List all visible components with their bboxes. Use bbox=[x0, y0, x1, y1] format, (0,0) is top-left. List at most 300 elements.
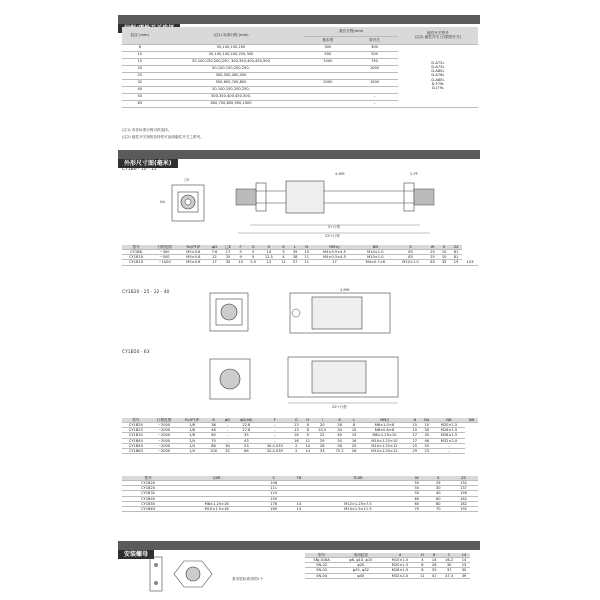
table-cell: 1/4 bbox=[178, 443, 206, 448]
table-cell: φ6, φ10, φ15 bbox=[338, 558, 383, 563]
nut-table bbox=[305, 553, 470, 579]
section-header-stroke bbox=[118, 15, 480, 24]
dims-table-small bbox=[122, 245, 478, 266]
cell-std-stroke: 300,350,400,450,500, bbox=[158, 93, 305, 100]
column-header: 型号 bbox=[122, 245, 150, 250]
table-cell: 50 bbox=[406, 486, 427, 491]
drawing-cy1b50 bbox=[200, 345, 420, 410]
cell-basic bbox=[304, 100, 351, 107]
column-header: 行程范围 bbox=[150, 418, 179, 423]
column-header: φD bbox=[208, 245, 222, 250]
table-cell: 16 bbox=[291, 438, 302, 443]
table-cell: ~2000 bbox=[150, 438, 179, 443]
cell-basic bbox=[304, 86, 351, 93]
table-cell: 182 bbox=[449, 496, 478, 501]
column-header: φD(h8) bbox=[234, 418, 259, 423]
right-end-cap bbox=[404, 183, 414, 211]
cell-basic bbox=[304, 93, 351, 100]
table-cell: ~2000 bbox=[150, 443, 179, 448]
table-cell: 63 bbox=[394, 255, 427, 260]
table-cell: 80 bbox=[428, 501, 449, 506]
cell-std-stroke: 600,700,800,900,1000 bbox=[158, 100, 305, 107]
table-cell: 13 bbox=[260, 260, 278, 265]
table-cell: 10 bbox=[438, 250, 450, 255]
stroke-table bbox=[122, 27, 478, 108]
table-cell: φ20 bbox=[338, 563, 383, 568]
table-cell: 11 bbox=[278, 260, 290, 265]
nut-side-hole-2 bbox=[154, 581, 158, 585]
cell-with-switch: 750 bbox=[351, 58, 398, 65]
slide-table-b bbox=[312, 297, 362, 329]
table-cell: 11 bbox=[301, 255, 313, 260]
table-cell: ~300 bbox=[150, 250, 179, 255]
cell-bore: 50 bbox=[122, 93, 158, 100]
table-cell: M20×1.5 bbox=[383, 563, 416, 568]
table-cell: 32 bbox=[221, 448, 233, 453]
table-cell: – bbox=[433, 443, 465, 448]
table-cell: – bbox=[433, 448, 465, 453]
table-cell: 25 bbox=[348, 443, 359, 448]
cell-std-stroke: 500,600,700,800 bbox=[158, 79, 305, 86]
column-header: d bbox=[383, 553, 416, 558]
column-header: NB bbox=[433, 418, 465, 423]
drawing-nut bbox=[140, 553, 220, 595]
column-header: G bbox=[291, 418, 302, 423]
table-cell: M32×2.0 bbox=[433, 438, 465, 443]
switch-model: D-A72L bbox=[431, 61, 445, 66]
table-cell: 100 bbox=[206, 448, 221, 453]
column-header: NN bbox=[465, 418, 478, 423]
table-cell: M26×1.5 bbox=[433, 428, 465, 433]
left-fitting bbox=[236, 189, 256, 205]
note-1: (注1) 有非标准行程可供选择。 bbox=[122, 128, 172, 132]
column-header: W bbox=[406, 476, 427, 481]
table-cell: 29 bbox=[314, 438, 331, 443]
cell-bore: 40 bbox=[122, 86, 158, 93]
header-switch-sub: (注2) 磁性开关 (只限带开关) bbox=[414, 35, 461, 40]
table-cell: 1/8 bbox=[178, 428, 206, 433]
table-cell: M12×1.25×12 bbox=[360, 448, 409, 453]
column-header: TB bbox=[288, 476, 310, 481]
column-header: 型号 bbox=[122, 476, 174, 481]
table-cell: – bbox=[259, 433, 291, 438]
end-view-bore-c bbox=[220, 369, 240, 389]
table-cell: 10 bbox=[235, 260, 247, 265]
table-cell: 22 bbox=[314, 433, 331, 438]
port-b bbox=[292, 309, 300, 317]
table-cell: 25 bbox=[428, 481, 449, 486]
switch-model: D-A80L bbox=[431, 69, 445, 74]
cell-with-switch: 1500 bbox=[351, 79, 398, 86]
table-cell: 10 bbox=[421, 423, 433, 428]
table-cell: 10 bbox=[301, 250, 313, 255]
switch-model: D-A73L bbox=[431, 65, 445, 70]
cell-bore: 10 bbox=[122, 51, 158, 58]
table-cell: 17 bbox=[409, 433, 420, 438]
table-cell: 14 bbox=[428, 558, 440, 563]
cell-with-switch: 300 bbox=[351, 44, 398, 51]
table-cell: 32-0.039 bbox=[259, 448, 291, 453]
cell-std-stroke: 50,100,150,200,250, bbox=[158, 86, 305, 93]
table-cell: 60 bbox=[406, 501, 427, 506]
table-cell: 156 bbox=[449, 491, 478, 496]
table-cell: 50 bbox=[331, 438, 348, 443]
column-header: H bbox=[302, 418, 313, 423]
table-cell: 16 bbox=[348, 438, 359, 443]
table-cell: 25 bbox=[427, 255, 439, 260]
table-cell: 10 bbox=[348, 428, 359, 433]
dims-table-extra bbox=[122, 476, 478, 512]
table-cell: ~500 bbox=[150, 255, 179, 260]
cell-switch-models bbox=[398, 44, 478, 107]
table-cell: M10×1.0 bbox=[383, 558, 416, 563]
table-cell: M4×0.5×4.5 bbox=[313, 255, 357, 260]
column-header: H bbox=[260, 245, 278, 250]
table-cell: 103 bbox=[462, 260, 478, 265]
table-cell: 14 bbox=[302, 443, 313, 448]
table-cell: 86 bbox=[206, 443, 221, 448]
table-cell: 30 bbox=[221, 443, 233, 448]
table-cell: 50 bbox=[406, 491, 427, 496]
cell-bore: 15 bbox=[122, 58, 158, 65]
table-cell: M32×2.0 bbox=[383, 573, 416, 578]
table-cell: 35 bbox=[438, 260, 450, 265]
table-cell: 16 bbox=[291, 433, 302, 438]
table-cell: 70 bbox=[206, 438, 221, 443]
column-header: S bbox=[394, 245, 427, 250]
table-cell: 132 bbox=[449, 481, 478, 486]
table-cell: ~2000 bbox=[150, 428, 179, 433]
table-cell: 81 bbox=[450, 255, 462, 260]
table-cell: 58 bbox=[331, 443, 348, 448]
column-header: MM×J bbox=[313, 245, 357, 250]
table-cell: 35 bbox=[421, 433, 433, 438]
cell-bore: 6 bbox=[122, 44, 158, 51]
column-header: B bbox=[428, 553, 440, 558]
column-header: ZZ bbox=[450, 245, 462, 250]
table-cell: M26×1.5 bbox=[433, 433, 465, 438]
column-header: L bbox=[348, 418, 359, 423]
cell-with-switch bbox=[351, 72, 398, 79]
table-cell: – bbox=[259, 428, 291, 433]
column-header: L bbox=[289, 245, 301, 250]
table-cell: 81 bbox=[450, 250, 462, 255]
table-cell: 38 bbox=[289, 255, 301, 260]
section-header-dimensions bbox=[118, 150, 480, 167]
cell-basic: 500 bbox=[304, 51, 351, 58]
table-cell: 1/8 bbox=[178, 423, 206, 428]
table-cell: 1/4 bbox=[178, 448, 206, 453]
table-cell: 20 bbox=[314, 423, 331, 428]
table-cell: CY1B32 bbox=[122, 491, 174, 496]
switch-model: D-F79L bbox=[431, 81, 445, 86]
table-cell: φ25, φ32 bbox=[338, 568, 383, 573]
table-cell: 30 bbox=[458, 568, 470, 573]
table-cell: 26 bbox=[348, 448, 359, 453]
table-cell: CY1B32 bbox=[122, 433, 150, 438]
table-row bbox=[122, 448, 478, 453]
column-header: □E bbox=[221, 245, 235, 250]
table-cell: 30 bbox=[428, 486, 449, 491]
table-cell: CY1B50 bbox=[122, 443, 150, 448]
table-cell: 60 bbox=[428, 496, 449, 501]
dim-zz-stroke: ZZ+行程 bbox=[325, 234, 340, 238]
table-cell: 1/4 bbox=[178, 438, 206, 443]
column-header: H bbox=[417, 553, 429, 558]
table-cell: CY1B63 bbox=[122, 448, 150, 453]
dim-zz-stroke-c: ZZ+行程 bbox=[332, 405, 347, 409]
cell-std-stroke: 50,100,150,200,250,300 bbox=[158, 51, 305, 58]
header-basic: 基本型 bbox=[304, 36, 351, 44]
column-header: 行程范围 bbox=[150, 245, 179, 250]
cell-basic: 300 bbox=[304, 44, 351, 51]
table-cell: CY1B50 bbox=[122, 501, 174, 506]
table-cell: 8 bbox=[417, 563, 429, 568]
nut-side bbox=[150, 557, 162, 591]
table-cell: 40 bbox=[428, 491, 449, 496]
table-cell: ~2000 bbox=[150, 423, 179, 428]
table-cell: M20×1.5 bbox=[433, 423, 465, 428]
table-cell: 1/8 bbox=[178, 433, 206, 438]
column-header: TCXR bbox=[310, 476, 406, 481]
table-cell: 8 bbox=[302, 423, 313, 428]
table-cell: 2 bbox=[291, 448, 302, 453]
table-cell: 9 bbox=[235, 255, 247, 260]
switch-model: D-A76L bbox=[431, 73, 445, 78]
table-cell: – bbox=[221, 438, 233, 443]
dim-4mm-b: 4-MM bbox=[340, 288, 350, 292]
cell-basic bbox=[304, 65, 351, 72]
table-cell: 5.5 bbox=[246, 260, 260, 265]
table-cell: 15 bbox=[409, 423, 420, 428]
table-cell: 70 bbox=[406, 506, 427, 511]
nut-caption: 基本型标准所附2个 bbox=[232, 577, 264, 581]
table-cell: 10 bbox=[438, 255, 450, 260]
right-fitting bbox=[414, 189, 434, 205]
table-cell: 60 bbox=[206, 433, 221, 438]
table-cell: M10×1.25×10 bbox=[360, 438, 409, 443]
table-cell: 14 bbox=[302, 448, 313, 453]
cell-std-stroke: 300,350,400,450 bbox=[158, 72, 305, 79]
table-cell: 12 bbox=[208, 255, 222, 260]
table-cell: M5×0.8 bbox=[179, 250, 207, 255]
nut-thread bbox=[186, 567, 200, 581]
column-header: 型号 bbox=[122, 418, 150, 423]
table-cell: 30 bbox=[421, 428, 433, 433]
cell-with-switch: 1000 bbox=[351, 65, 398, 72]
table-cell: SN-04 bbox=[305, 573, 338, 578]
table-cell: M10×1.0 bbox=[356, 250, 394, 255]
table-cell: 5 bbox=[278, 250, 290, 255]
table-cell: 8 bbox=[417, 568, 429, 573]
table-cell: CY1B20 bbox=[122, 481, 174, 486]
column-header: X bbox=[428, 476, 449, 481]
table-cell: M5×0.8 bbox=[179, 260, 207, 265]
table-cell: M12×1.25×7.5 bbox=[310, 501, 406, 506]
column-header: N bbox=[409, 418, 420, 423]
table-cell: M6×1.0×8 bbox=[360, 423, 409, 428]
table-row bbox=[122, 260, 478, 265]
table-cell: – bbox=[259, 423, 291, 428]
column-header: Rc(PT)P bbox=[178, 418, 206, 423]
table-row bbox=[122, 506, 478, 511]
table-cell: 47.3 bbox=[440, 573, 458, 578]
cell-basic bbox=[304, 72, 351, 79]
cell-bore: 63 bbox=[122, 100, 158, 107]
column-header: F bbox=[259, 418, 291, 423]
header-switch bbox=[398, 27, 478, 44]
table-cell: 66 bbox=[234, 448, 259, 453]
table-cell: M26×1.5 bbox=[383, 568, 416, 573]
table-cell: 39 bbox=[458, 573, 470, 578]
table-cell: 57 bbox=[289, 260, 301, 265]
table-cell: 2 bbox=[291, 443, 302, 448]
table-cell: 63 bbox=[394, 250, 427, 255]
table-cell: 29 bbox=[409, 448, 420, 453]
table-cell: 111 bbox=[259, 486, 288, 491]
table-cell: M10×1.0 bbox=[394, 260, 427, 265]
cell-with-switch: 500 bbox=[351, 51, 398, 58]
table-cell: 41 bbox=[428, 573, 440, 578]
table-cell: 19 bbox=[450, 260, 462, 265]
table-cell: 70 bbox=[428, 506, 449, 511]
table-cell: 25 bbox=[221, 255, 235, 260]
table-cell: 4 bbox=[278, 255, 290, 260]
slide-table bbox=[286, 181, 324, 213]
table-cell: 124 bbox=[259, 491, 288, 496]
table-cell: M6×0.8×8 bbox=[360, 428, 409, 433]
table-cell: 12.5 bbox=[260, 255, 278, 260]
cell-std-stroke: 50,100,150,200,250, 300,350,400,450,500 bbox=[158, 58, 305, 65]
cell-with-switch bbox=[351, 86, 398, 93]
table-cell: CY1B15 bbox=[122, 260, 150, 265]
table-cell: 28 bbox=[314, 443, 331, 448]
header-max-stroke: 最长行程(mm) bbox=[304, 27, 397, 36]
column-header: K bbox=[331, 418, 348, 423]
column-header: ZZ bbox=[449, 476, 478, 481]
table-cell: 13 bbox=[291, 428, 302, 433]
table-cell: CY1B25 bbox=[122, 486, 174, 491]
column-header: I bbox=[314, 418, 331, 423]
table-cell: M10×1.0 bbox=[356, 255, 394, 260]
table-cell: 176 bbox=[259, 501, 288, 506]
table-cell: 182 bbox=[449, 501, 478, 506]
column-header: 14 bbox=[458, 553, 470, 558]
table-cell: 13 bbox=[291, 423, 302, 428]
table-cell: 14 bbox=[288, 506, 310, 511]
table-cell: 4 bbox=[417, 558, 429, 563]
table-cell: 17 bbox=[221, 250, 235, 255]
table-cell: 26 bbox=[428, 563, 440, 568]
end-view-rod bbox=[185, 199, 191, 205]
column-header: NA bbox=[421, 418, 433, 423]
table-cell: 83 bbox=[427, 260, 439, 265]
column-header: G bbox=[246, 245, 260, 250]
table-cell: M5×0.8 bbox=[179, 255, 207, 260]
table-cell: ~2000 bbox=[150, 448, 179, 453]
table-cell: 15 bbox=[409, 428, 420, 433]
end-view-bore-b bbox=[221, 304, 237, 320]
table-cell: 23 bbox=[421, 448, 433, 453]
column-header: X bbox=[438, 245, 450, 250]
column-header: F bbox=[235, 245, 247, 250]
table-cell: 150 bbox=[259, 496, 288, 501]
table-cell: M8×1.25×10 bbox=[360, 433, 409, 438]
column-header: MM/J bbox=[360, 418, 409, 423]
table-cell: 50 bbox=[406, 481, 427, 486]
table-cell: 34 bbox=[331, 428, 348, 433]
table-cell: 11 bbox=[417, 573, 429, 578]
table-cell: 72.2 bbox=[331, 448, 348, 453]
column-header: 适用缸径 bbox=[338, 553, 383, 558]
column-header: S bbox=[259, 476, 288, 481]
column-header: NN bbox=[356, 245, 394, 250]
drawing-cy1b20 bbox=[200, 285, 420, 345]
table-cell: 23 bbox=[458, 563, 470, 568]
table-cell: 17 bbox=[313, 260, 357, 265]
table-cell: M4×0.7×6 bbox=[356, 260, 394, 265]
nut-side-hole-1 bbox=[154, 563, 158, 567]
table-cell: CY1B6 bbox=[122, 250, 150, 255]
table-cell: CY1B40 bbox=[122, 438, 150, 443]
table-cell: 9 bbox=[235, 250, 247, 255]
table-cell: M4×0.5×4.5 bbox=[313, 250, 357, 255]
table-cell: 5 bbox=[246, 250, 260, 255]
table-cell: 55 bbox=[421, 443, 433, 448]
table-cell: SNJ-016A bbox=[305, 558, 338, 563]
column-header: φD bbox=[221, 418, 233, 423]
table-cell: 43 bbox=[234, 438, 259, 443]
table-cell: 137 bbox=[449, 486, 478, 491]
section-title: 安装螺母 bbox=[118, 550, 154, 559]
table-cell: 11 bbox=[301, 260, 313, 265]
cell-bore: 25 bbox=[122, 72, 158, 79]
table-cell: ~1000 bbox=[150, 260, 179, 265]
table-cell: 53 bbox=[234, 443, 259, 448]
table-cell: 40 bbox=[331, 433, 348, 438]
table-cell: 37 bbox=[440, 568, 458, 573]
note-2: (注2) 磁性开关规格及特性可参照磁性开关之系列。 bbox=[122, 135, 204, 139]
switch-model: D-J79L bbox=[431, 85, 444, 90]
table-cell: 17 bbox=[208, 260, 222, 265]
table-cell: φ40 bbox=[338, 573, 383, 578]
label-cy1b50: CY1B50 · 63 bbox=[122, 350, 150, 355]
table-cell: 8 bbox=[348, 423, 359, 428]
table-cell: CY1B10 bbox=[122, 255, 150, 260]
table-cell: 192 bbox=[449, 506, 478, 511]
cell-with-switch: – bbox=[351, 93, 398, 100]
dim-2pp: 2-PP bbox=[410, 172, 418, 176]
table-cell: CY1B63 bbox=[122, 506, 174, 511]
section-title: 外形尺寸图(毫米) bbox=[118, 159, 178, 168]
table-cell: SN-03 bbox=[305, 568, 338, 573]
table-cell: M8×1.25×16 bbox=[174, 501, 259, 506]
table-cell: 22.8 bbox=[234, 423, 259, 428]
cell-bore: 32 bbox=[122, 79, 158, 86]
table-cell: 33 bbox=[314, 448, 331, 453]
table-cell: 30 bbox=[440, 563, 458, 568]
column-header: Rc(PT)P bbox=[179, 245, 207, 250]
dim-4mm: 4-MM bbox=[335, 172, 345, 176]
table-cell: – bbox=[221, 428, 233, 433]
table-cell: CY1B25 bbox=[122, 428, 150, 433]
table-cell: 16.2 bbox=[440, 558, 458, 563]
table-cell: 9 bbox=[302, 433, 313, 438]
table-cell: 14 bbox=[260, 250, 278, 255]
table-cell: CY1B40 bbox=[122, 496, 174, 501]
column-header: N bbox=[301, 245, 313, 250]
table-cell: M14×1.5×11.5 bbox=[310, 506, 406, 511]
